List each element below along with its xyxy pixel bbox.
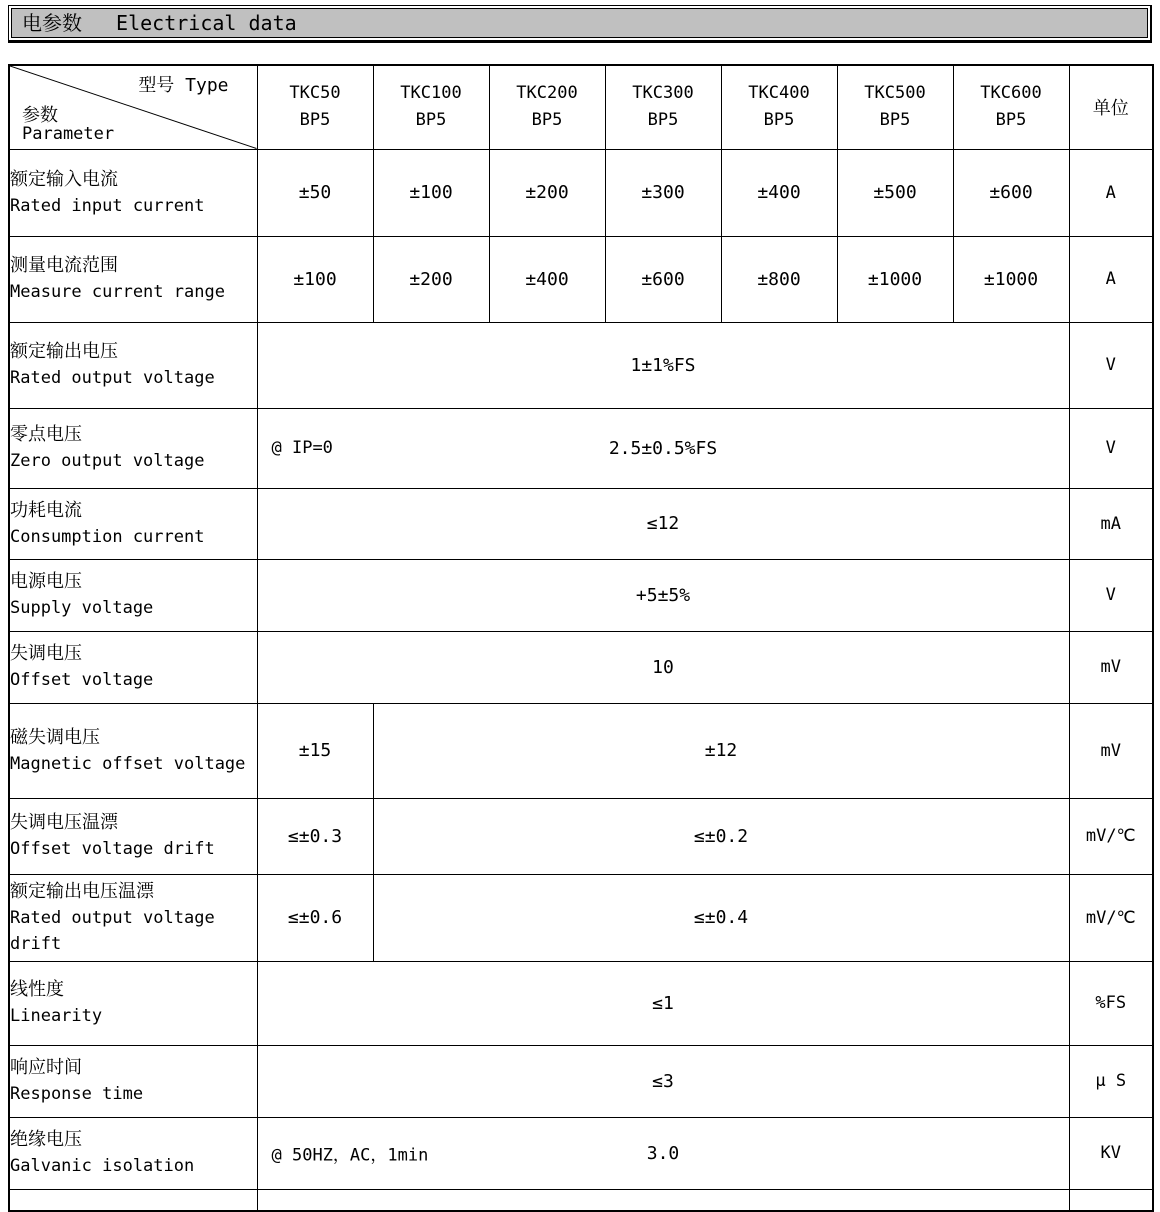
table-row bbox=[9, 322, 1153, 408]
merged-value-cell: ≤1 bbox=[257, 961, 1069, 1045]
section-title-zh: 电参数 bbox=[22, 11, 82, 35]
table-row bbox=[9, 236, 1153, 322]
model-header-tkc50: TKC50 BP5 bbox=[257, 65, 373, 149]
value-cell: ±100 bbox=[257, 236, 373, 322]
param-label-cell: 失调电压温漂 Offset voltage drift bbox=[9, 798, 257, 874]
electrical-data-table bbox=[8, 64, 1154, 1212]
value-cell: ±100 bbox=[373, 149, 489, 236]
unit-cell: KV bbox=[1069, 1117, 1153, 1189]
unit-cell: V bbox=[1069, 322, 1153, 408]
table-row bbox=[9, 631, 1153, 703]
stub-cell bbox=[1069, 1189, 1153, 1211]
param-label-cell: 额定输出电压 Rated output voltage bbox=[9, 322, 257, 408]
table-row bbox=[9, 1117, 1153, 1189]
value-cell: ±15 bbox=[257, 703, 373, 798]
model-header-tkc300: TKC300 BP5 bbox=[605, 65, 721, 149]
param-label-cell: 绝缘电压 Galvanic isolation bbox=[9, 1117, 257, 1189]
table-row bbox=[9, 149, 1153, 236]
model-header-tkc400: TKC400 BP5 bbox=[721, 65, 837, 149]
table-row bbox=[9, 874, 1153, 961]
param-label-cell: 功耗电流 Consumption current bbox=[9, 488, 257, 559]
unit-cell: mV/℃ bbox=[1069, 798, 1153, 874]
stub-cell bbox=[257, 1189, 1069, 1211]
model-header-tkc100: TKC100 BP5 bbox=[373, 65, 489, 149]
header-row bbox=[9, 65, 1153, 149]
param-label-cell: 额定输入电流 Rated input current bbox=[9, 149, 257, 236]
type-header-label: 型号 Type bbox=[138, 75, 229, 96]
param-label-cell: 响应时间 Response time bbox=[9, 1045, 257, 1117]
value-text: 3.0 bbox=[646, 1142, 680, 1164]
merged-value-cell: 10 bbox=[257, 631, 1069, 703]
value-cell: ±500 bbox=[837, 149, 953, 236]
unit-cell: mV bbox=[1069, 703, 1153, 798]
table-row bbox=[9, 703, 1153, 798]
unit-cell: V bbox=[1069, 408, 1153, 488]
value-cell: ±300 bbox=[605, 149, 721, 236]
value-cell: ±200 bbox=[373, 236, 489, 322]
param-label-cell: 失调电压 Offset voltage bbox=[9, 631, 257, 703]
merged-value-cell: ≤±0.2 bbox=[373, 798, 1069, 874]
section-title-en: Electrical data bbox=[116, 11, 297, 35]
table-row bbox=[9, 559, 1153, 631]
model-header-tkc200: TKC200 BP5 bbox=[489, 65, 605, 149]
section-title-bar bbox=[11, 8, 1148, 38]
value-cell: ±600 bbox=[605, 236, 721, 322]
datasheet-page bbox=[8, 5, 1152, 1212]
merged-value-cell bbox=[257, 408, 1069, 488]
unit-cell: V bbox=[1069, 559, 1153, 631]
unit-cell: mV bbox=[1069, 631, 1153, 703]
param-label-cell: 额定输出电压温漂 Rated output voltage drift bbox=[9, 874, 257, 961]
value-cell: ±200 bbox=[489, 149, 605, 236]
merged-value-cell: 1±1%FS bbox=[257, 322, 1069, 408]
param-label-cell: 磁失调电压 Magnetic offset voltage bbox=[9, 703, 257, 798]
param-label-cell: 测量电流范围 Measure current range bbox=[9, 236, 257, 322]
merged-value-cell bbox=[257, 1117, 1069, 1189]
table-row bbox=[9, 1045, 1153, 1117]
value-cell: ≤±0.3 bbox=[257, 798, 373, 874]
unit-cell: mV/℃ bbox=[1069, 874, 1153, 961]
value-cell: ≤±0.6 bbox=[257, 874, 373, 961]
unit-cell: A bbox=[1069, 236, 1153, 322]
param-header-en: Parameter bbox=[22, 124, 115, 144]
unit-cell: A bbox=[1069, 149, 1153, 236]
param-header-zh: 参数 bbox=[22, 105, 58, 126]
param-label-cell: 零点电压 Zero output voltage bbox=[9, 408, 257, 488]
value-cell: ±800 bbox=[721, 236, 837, 322]
value-cell: ±1000 bbox=[837, 236, 953, 322]
stub-cell bbox=[9, 1189, 257, 1211]
model-header-tkc600: TKC600 BP5 bbox=[953, 65, 1069, 149]
table-row bbox=[9, 488, 1153, 559]
param-label-cell: 电源电压 Supply voltage bbox=[9, 559, 257, 631]
merged-value-cell: ≤3 bbox=[257, 1045, 1069, 1117]
clipped-stub-row bbox=[9, 1189, 1153, 1211]
table-row bbox=[9, 798, 1153, 874]
model-header-tkc500: TKC500 BP5 bbox=[837, 65, 953, 149]
unit-header-cell: 单位 bbox=[1069, 65, 1153, 149]
value-cell: ±400 bbox=[721, 149, 837, 236]
merged-value-cell: ≤12 bbox=[257, 488, 1069, 559]
table-row bbox=[9, 408, 1153, 488]
unit-cell: μ S bbox=[1069, 1045, 1153, 1117]
value-cell: ±1000 bbox=[953, 236, 1069, 322]
value-text: 2.5±0.5%FS bbox=[608, 437, 718, 459]
merged-value-cell: ≤±0.4 bbox=[373, 874, 1069, 961]
merged-value-cell: ±12 bbox=[373, 703, 1069, 798]
unit-cell: %FS bbox=[1069, 961, 1153, 1045]
value-cell: ±600 bbox=[953, 149, 1069, 236]
value-cell: ±50 bbox=[257, 149, 373, 236]
merged-value-cell: +5±5% bbox=[257, 559, 1069, 631]
section-title-frame bbox=[8, 5, 1152, 43]
condition-text: @ IP=0 bbox=[271, 438, 333, 458]
param-label-cell: 线性度 Linearity bbox=[9, 961, 257, 1045]
corner-header-cell bbox=[9, 65, 257, 149]
value-cell: ±400 bbox=[489, 236, 605, 322]
unit-cell: mA bbox=[1069, 488, 1153, 559]
condition-text: @ 50HZ，AC，1min bbox=[271, 1145, 429, 1166]
table-row bbox=[9, 961, 1153, 1045]
